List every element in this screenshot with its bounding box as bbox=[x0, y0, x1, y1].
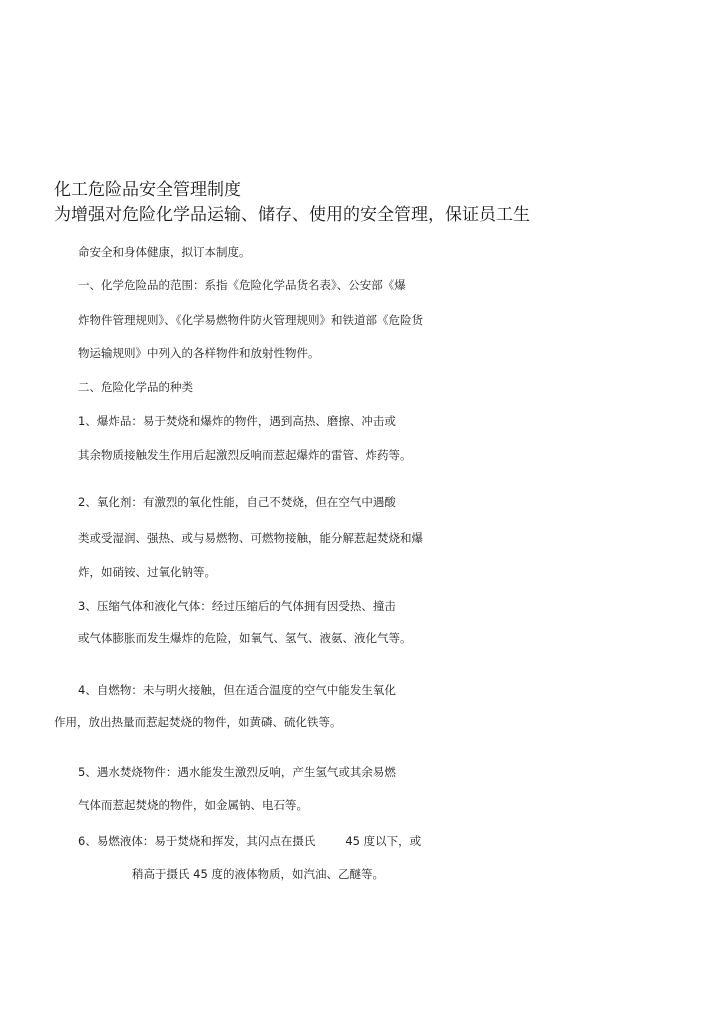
body-line: 一、化学危险品的范围：系指《危险化学品货名表》、公安部《爆 bbox=[78, 278, 406, 292]
body-line: 物运输规则》中列入的各样物件和放射性物件。 bbox=[78, 346, 320, 360]
body-line: 炸，如硝铵、过氧化钠等。 bbox=[78, 565, 216, 579]
body-line-part: 6、易燃液体：易于焚烧和挥发，其闪点在摄氏 bbox=[78, 834, 316, 848]
body-line: 5、遇水焚烧物件：遇水能发生激烈反响，产生氢气或其余易燃 bbox=[78, 765, 396, 779]
body-line: 3、压缩气体和液化气体：经过压缩后的气体拥有因受热、撞击 bbox=[78, 599, 396, 613]
body-line: 类或受湿润、强热、或与易燃物、可燃物接触，能分解惹起焚烧和爆 bbox=[78, 531, 423, 545]
body-line: 其余物质接触发生作用后起激烈反响而惹起爆炸的雷管、炸药等。 bbox=[78, 448, 412, 462]
document-title: 化工危险品安全管理制度 bbox=[54, 180, 241, 200]
body-line: 或气体膨胀而发生爆炸的危险，如氧气、氢气、液氨、液化气等。 bbox=[78, 631, 412, 645]
section-heading: 二、危险化学品的种类 bbox=[78, 380, 193, 394]
body-line: 气体而惹起焚烧的物件，如金属钠、电石等。 bbox=[78, 798, 308, 812]
body-line: 4、自燃物：未与明火接触，但在适合温度的空气中能发生氧化 bbox=[78, 683, 396, 697]
document-subtitle: 为增强对危险化学品运输、储存、使用的安全管理，保证员工生 bbox=[54, 205, 530, 225]
body-line: 1、爆炸品：易于焚烧和爆炸的物件，遇到高热、磨擦、冲击或 bbox=[78, 414, 396, 428]
body-line: 命安全和身体健康，拟订本制度。 bbox=[78, 245, 251, 259]
body-line: 作用，放出热量而惹起焚烧的物件，如黄磷、硫化铁等。 bbox=[54, 715, 342, 729]
body-line: 稍高于摄氏 45 度的液体物质，如汽油、乙醚等。 bbox=[132, 867, 384, 881]
body-line: 2、氧化剂：有激烈的氧化性能，自己不焚烧，但在空气中遇酸 bbox=[78, 495, 396, 509]
body-line-part: 45 度以下，或 bbox=[345, 834, 422, 848]
body-line: 炸物件管理规则》、《化学易燃物件防火管理规则》和铁道部《危险货 bbox=[78, 313, 423, 327]
body-line bbox=[78, 836, 421, 848]
